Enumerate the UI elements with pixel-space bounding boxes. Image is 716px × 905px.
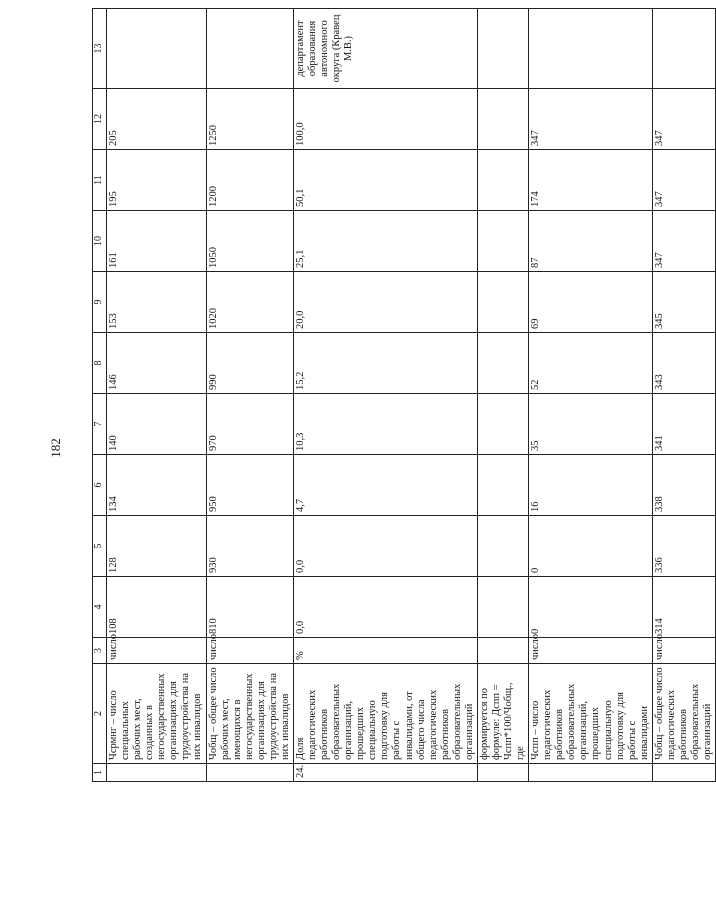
unit-cell: число [652,638,715,664]
value-cell: 0,0 [293,516,477,577]
value-cell: 69 [529,272,653,333]
value-cell: 20,0 [293,272,477,333]
value-cell: 343 [652,333,715,394]
value-cell: 52 [529,333,653,394]
responsible-cell [477,9,528,89]
value-cell: 161 [107,211,207,272]
row-number-cell [652,764,715,782]
value-cell [477,455,528,516]
page-number: 182 [48,438,63,458]
header-row [93,9,107,782]
row-number-cell [529,764,653,782]
table-row [652,9,715,782]
value-cell: 134 [107,455,207,516]
unit-cell: число [107,638,207,664]
value-cell: 990 [206,333,293,394]
col-header: 1 [93,764,107,782]
value-cell [477,394,528,455]
responsible-cell: департамент образования автономного округа (Кравец М.В.) [293,9,477,89]
row-number-cell [206,764,293,782]
value-cell: 314 [652,577,715,638]
value-cell: 15,2 [293,333,477,394]
value-cell: 153 [107,272,207,333]
responsible-cell [107,9,207,89]
table-row [206,9,293,782]
responsible-cell [652,9,715,89]
value-cell: 1200 [206,150,293,211]
value-cell [477,272,528,333]
value-cell: 195 [107,150,207,211]
col-header: 13 [93,9,107,89]
responsible-cell [529,9,653,89]
value-cell: 174 [529,150,653,211]
value-cell: 336 [652,516,715,577]
value-cell: 0 [529,516,653,577]
unit-cell [477,638,528,664]
value-cell: 205 [107,89,207,150]
indicator-description-cell: Доля педагогических работников образовательных организаций, прошедших специальную подготовку для работы с инвалидами, от общего числа педагогических работников образовательных организаций [293,664,477,764]
value-cell: 950 [206,455,293,516]
col-header: 2 [93,664,107,764]
value-cell [477,577,528,638]
indicator-table-wrap [92,8,713,782]
col-header: 6 [93,455,107,516]
row-number-cell [477,764,528,782]
value-cell: 970 [206,394,293,455]
value-cell: 347 [652,150,715,211]
value-cell: 10,3 [293,394,477,455]
col-header: 11 [93,150,107,211]
value-cell: 1050 [206,211,293,272]
value-cell: 341 [652,394,715,455]
value-cell: 1020 [206,272,293,333]
col-header: 8 [93,333,107,394]
table-row [107,9,207,782]
col-header: 9 [93,272,107,333]
row-number-cell [107,764,207,782]
value-cell: 100,0 [293,89,477,150]
value-cell: 140 [107,394,207,455]
col-header: 10 [93,211,107,272]
col-header: 4 [93,577,107,638]
table-row [529,9,653,782]
indicator-table [92,8,716,782]
col-header: 3 [93,638,107,664]
value-cell: 128 [107,516,207,577]
value-cell: 930 [206,516,293,577]
col-header: 7 [93,394,107,455]
value-cell: 50,1 [293,150,477,211]
table-row [477,9,528,782]
value-cell: 1250 [206,89,293,150]
value-cell: 108 [107,577,207,638]
indicator-description-cell: Чспп – число педагогических работников образовательных организаций, прошедших специальную подготовку для работы с инвалидами [529,664,653,764]
value-cell: 338 [652,455,715,516]
col-header: 12 [93,89,107,150]
col-header: 5 [93,516,107,577]
responsible-cell [206,9,293,89]
value-cell: 0 [529,577,653,638]
indicator-description-cell: Чобщ – общее число рабочих мест, имеющихся в негосударственных организациях для трудоустройства на них инвалидов [206,664,293,764]
indicator-description-cell: формируется по формуле: Дспп = Чспп*100/Чобщ., где [477,664,528,764]
value-cell: 347 [652,211,715,272]
value-cell: 347 [529,89,653,150]
value-cell [477,516,528,577]
value-cell: 810 [206,577,293,638]
indicator-description-cell: Чсрмнг – число специальных рабочих мест, созданных в негосударственных организациях для трудоустройства на них инвалидов [107,664,207,764]
unit-cell: % [293,638,477,664]
value-cell: 4,7 [293,455,477,516]
value-cell: 25,1 [293,211,477,272]
table-row [293,9,477,782]
value-cell [477,211,528,272]
value-cell: 347 [652,89,715,150]
value-cell: 0,0 [293,577,477,638]
value-cell: 146 [107,333,207,394]
value-cell [477,333,528,394]
unit-cell: число [206,638,293,664]
value-cell [477,89,528,150]
value-cell: 35 [529,394,653,455]
value-cell: 87 [529,211,653,272]
value-cell: 345 [652,272,715,333]
value-cell [477,150,528,211]
row-number-cell: 24. [293,764,477,782]
indicator-description-cell: Чобщ – общее число педагогических работников образовательных организаций [652,664,715,764]
unit-cell: число [529,638,653,664]
value-cell: 16 [529,455,653,516]
